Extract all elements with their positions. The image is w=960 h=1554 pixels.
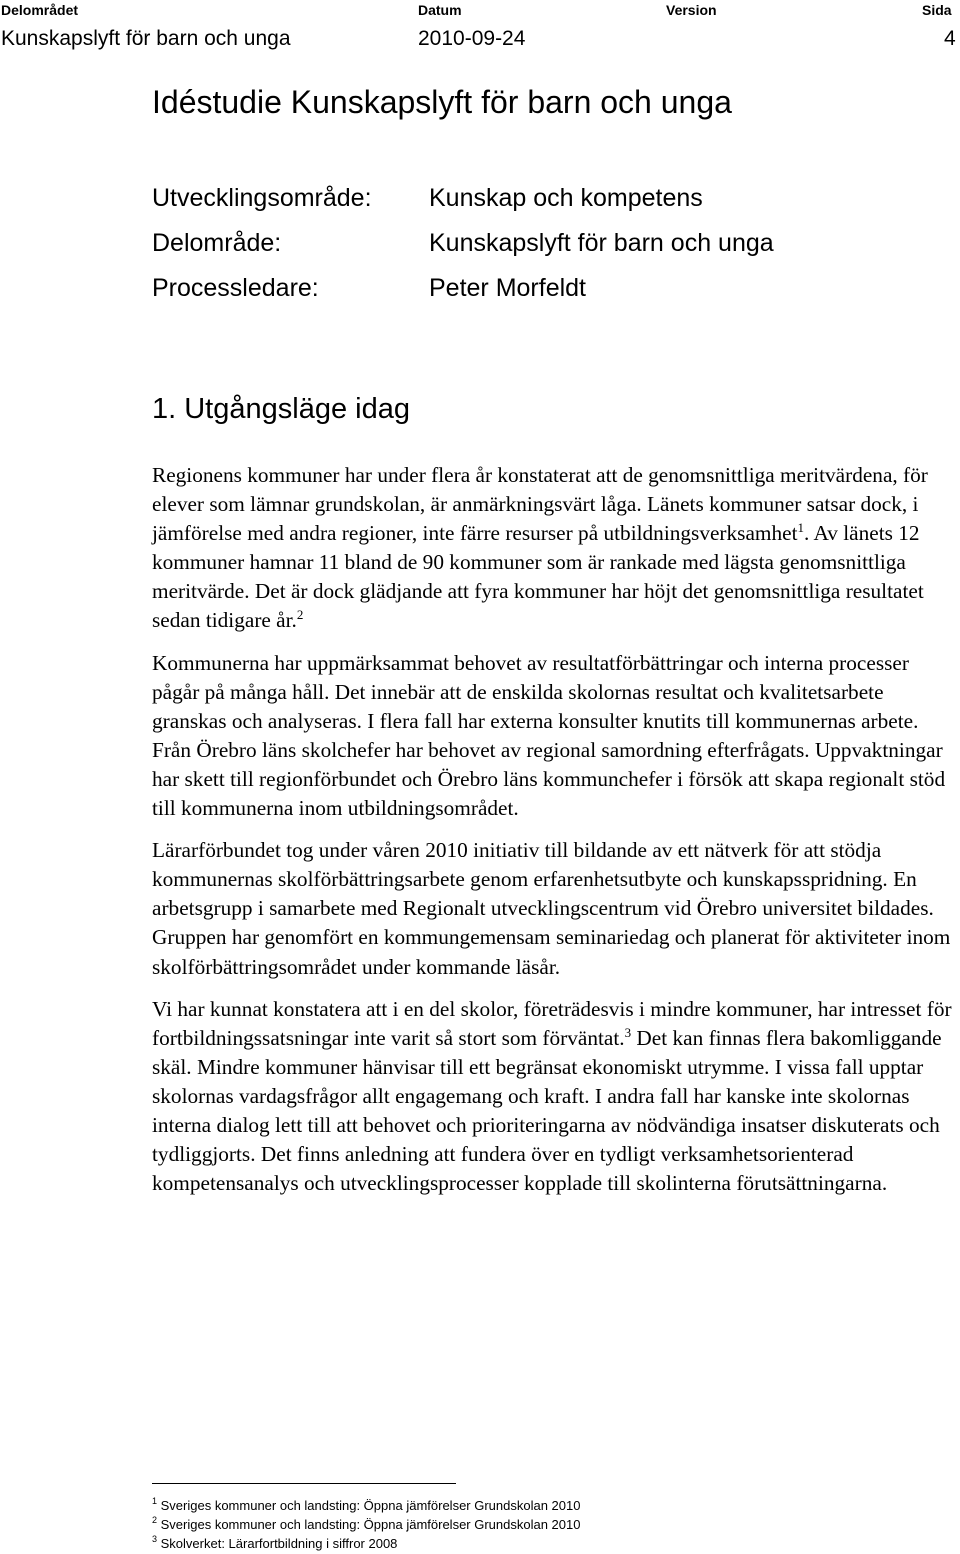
header-page-number: 4 [944,27,956,50]
footnote-text: Sveriges kommuner och landsting: Öppna jämförelser Grundskolan 2010 [160,1517,581,1532]
meta-value: Peter Morfeldt [429,274,587,302]
footnote-number: 3 [152,1534,158,1544]
meta-key: Processledare: [152,274,319,302]
meta-value: Kunskap och kompetens [429,184,703,212]
footnote-text: Skolverket: Lärarfortbildning i siffror 2008 [160,1536,398,1551]
paragraph-2: Kommunerna har uppmärksammat behovet av resultatförbättringar och interna processer pågår på många håll. Det innebär att de enskilda skolornas resultat och kvalitetsarbete granskas och analyseras. I flera fall har externa konsulter knutits till kommunernas arbete. Från Örebro läns skolchefer har behovet av regional samordning efterfrågats. Uppvaktningar har skett till regionförbundet och Örebro läns kommunchefer i försök att skapa regionalt stöd till kommunerna inom utbildningsområdet. [152,650,946,821]
paragraph-4 [152,995,960,1199]
paragraph-1-text-b: . Av länets 12 kommuner hamnar 11 bland de 90 kommuner som är rankade med lägsta genomsnittliga meritvärde. Det är dock glädjande att fyra kommuner har höjt det genomsnittliga resultatet sedan tidigare år. [152,521,924,633]
footnote [152,1496,580,1515]
section-body [152,461,960,1211]
footnote-ref-3: 3 [624,1024,632,1040]
paragraph-1-text-a: Regionens kommuner har under flera år konstaterat att de genomsnittliga meritvärdena, för elever som lämnar grundskolan, är anmärkningsvärt låga. Länets kommuner satsar dock, i jämförelse med andra regioner, inte färre resurser på utbildningsverksamhet [152,463,928,546]
meta-value: Kunskapslyft för barn och unga [429,229,774,257]
meta-row [152,266,774,311]
header-section-value: Kunskapslyft för barn och unga [1,27,291,50]
footnote-text: Sveriges kommuner och landsting: Öppna jämförelser Grundskolan 2010 [160,1498,581,1513]
footnote [152,1534,580,1553]
paragraph-3: Lärarförbundet tog under våren 2010 initiativ till bildande av ett nätverk för att stödja kommunernas skolförbättringsarbete genom erfarenhetsutbyte och kunskapsspridning. En arbetsgrupp i samarbete med Regionalt utvecklingscentrum vid Örebro universitet bildades. Gruppen har genomfört en kommungemensam seminariedag och planerat för aktiviteter inom skolförbättringsområdet under kommande läsår. [152,838,951,979]
meta-key: Utvecklingsområde: [152,184,372,212]
meta-row [152,221,774,266]
footnote-ref-2: 2 [296,607,304,623]
paragraph-4-text-a: Vi har kunnat konstatera att i en del skolor, företrädesvis i mindre kommuner, har intresset för fortbildningssatsningar inte varit så stort som förväntat. [152,996,952,1050]
footnote [152,1515,580,1534]
footnote-number: 2 [152,1515,158,1525]
footnotes [152,1496,580,1553]
footnote-number: 1 [152,1496,158,1506]
meta-row [152,176,774,221]
header-page-label: Sida [922,2,952,18]
header-version-label: Version [666,2,717,18]
section-heading: 1. Utgångsläge idag [152,393,410,425]
paragraph-4-text-b: Det kan finnas flera bakomliggande skäl. Mindre kommuner hänvisar till ett begränsat ekonomiskt utrymme. I vissa fall upptar skolornas vardagsfrågor allt engagemang och kraft. I andra fall har kanske inte skolornas interna dialog lett till att behovet och prioriteringarna av nödvändiga insatser diskuterats och tydliggjorts. Det finns anledning att fundera över en tydligt verksamhetsorienterad kompetensanalys och utvecklingsprocesser kopplade till skolinterna förutsättningarna. [152,1025,942,1196]
meta-info [152,176,774,311]
header-date-label: Datum [418,2,462,18]
header-date-value: 2010-09-24 [418,27,526,50]
footnote-ref-1: 1 [797,520,804,536]
paragraph-1 [152,461,960,636]
header-section-label: Delområdet [1,2,79,18]
meta-key: Delområde: [152,229,282,257]
footnote-separator [152,1483,456,1484]
document-title: Idéstudie Kunskapslyft för barn och unga [152,84,732,120]
